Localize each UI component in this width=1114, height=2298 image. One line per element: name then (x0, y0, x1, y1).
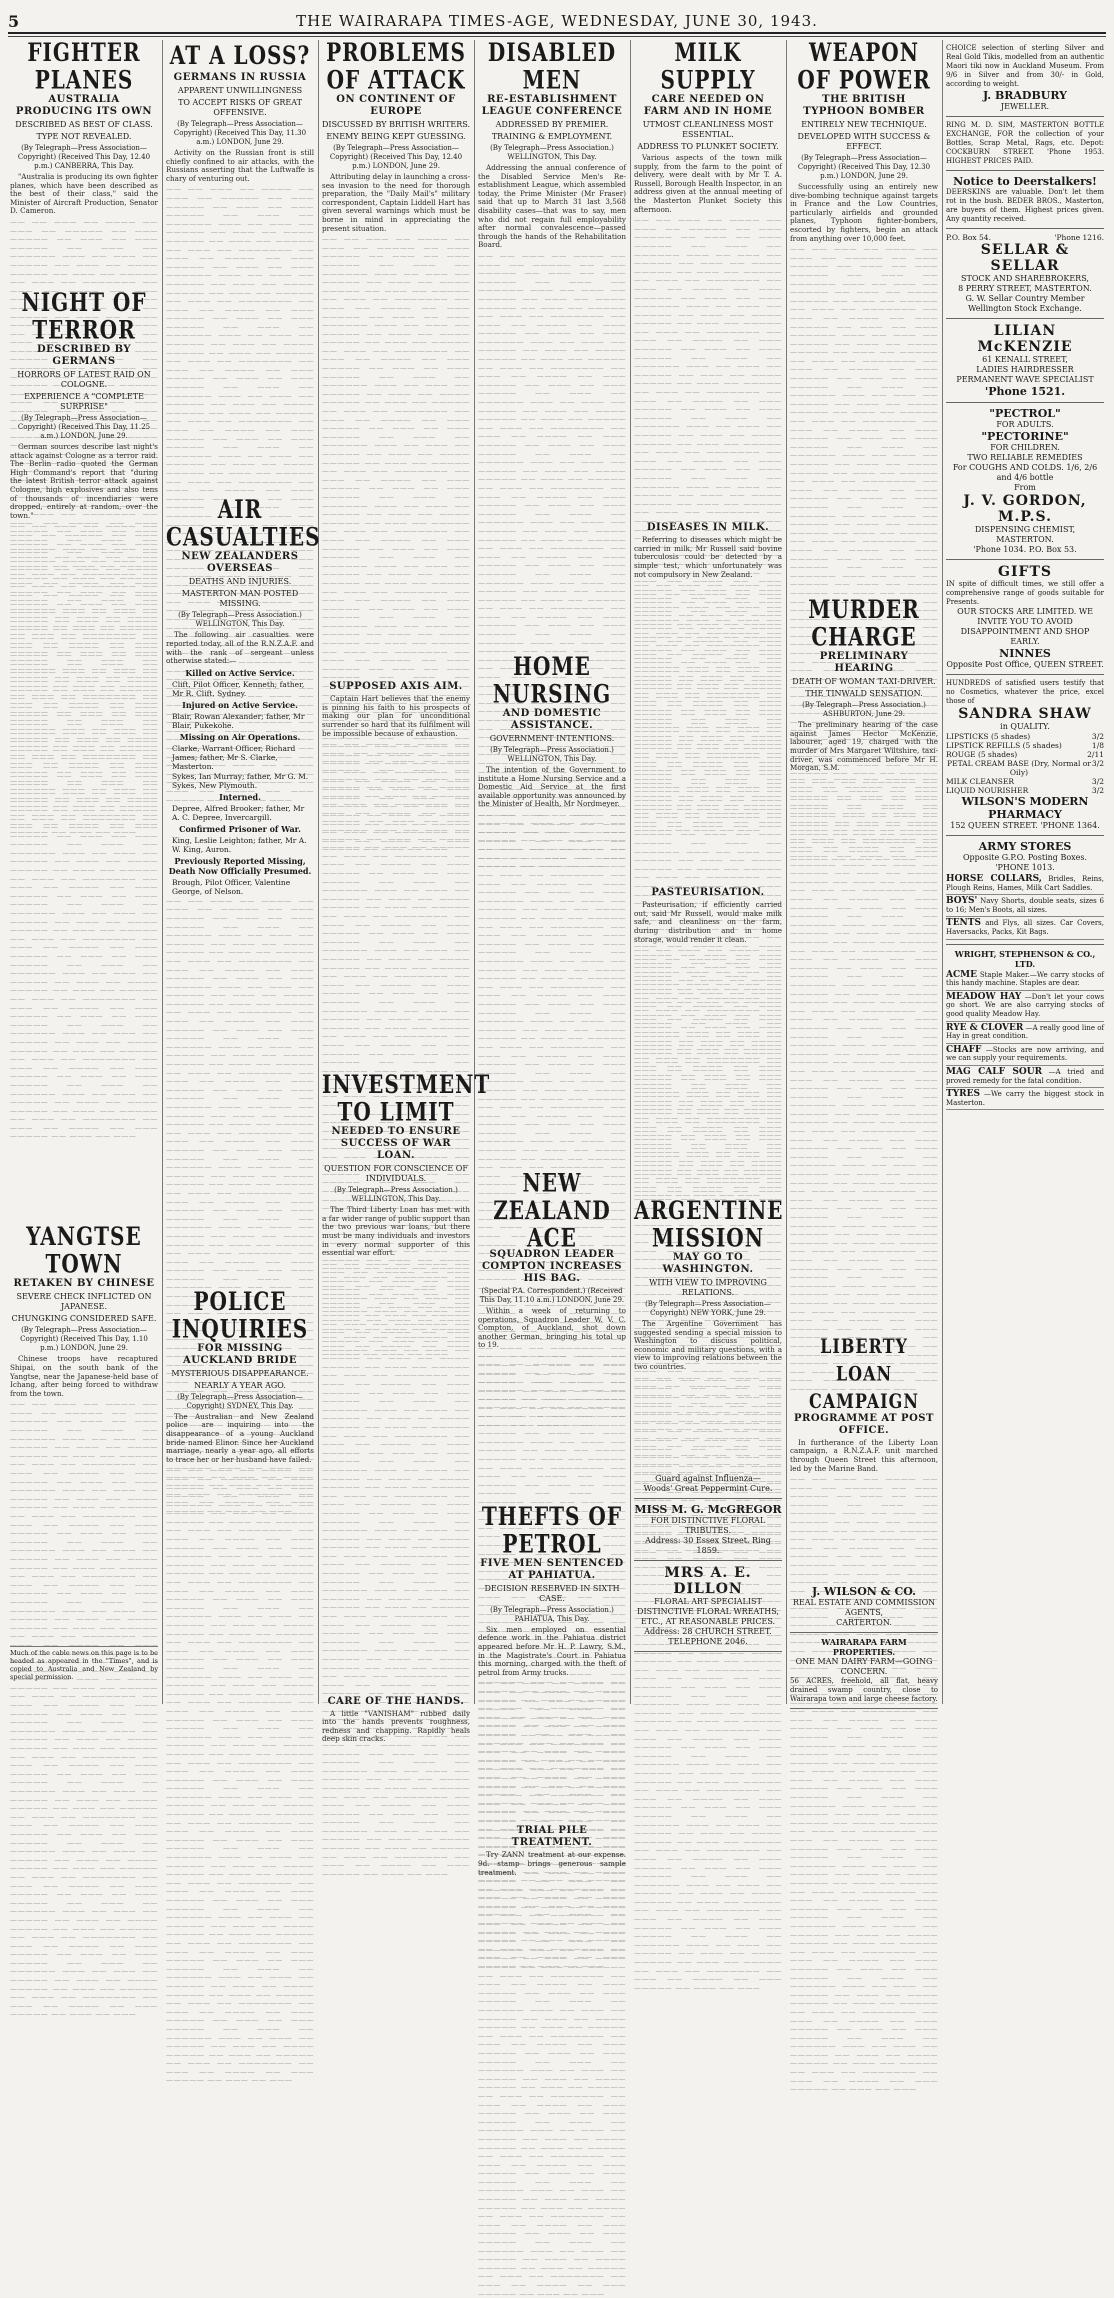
ad-title: J. WILSON & CO. (812, 1585, 916, 1599)
casualty-category: Interned. (219, 791, 261, 802)
column-1 (6, 37, 162, 1704)
casualty-entry: Depree, Alfred Brooker; father, Mr A. C. Depree, Invercargill. (172, 803, 305, 822)
ad-body: IN spite of difficult times, we still offer a comprehensive range of goods suitable for Presents. (946, 580, 1104, 606)
article-body: Addressing the annual conference of the Disabled Service Men's Re-establishment League, which assembled today, the Prime Minister (Mr Fraser) said that up to March 31 last 3,568 disability cases—that was to say, men who did not regain full employability after normal convalescence—passed through the hands of the Rehabilitation Board. (478, 163, 626, 250)
ad-wright-stephenson (946, 945, 1104, 1115)
column-3 (318, 37, 491, 1744)
price-row: MILK CLEANSER 3/2 (946, 777, 1104, 786)
classified-item: MAG CALF SOUR —A tried and proved remedy for the fatal condition. (946, 1066, 1104, 1088)
ad-text: 8 PERRY STREET, MASTERTON. (958, 284, 1092, 293)
casualty-category: Killed on Active Service. (185, 667, 295, 678)
casualty-entry: Brough, Pilot Officer, Valentine George, of Nelson. (172, 877, 291, 896)
ad-text: FOR DISTINCTIVE FLORAL TRIBUTES. (650, 1515, 766, 1535)
dateline: (By Telegraph—Press Association—Copyright) (Received This Day, 11.25 a.m.) LONDON, June 29. (17, 413, 151, 440)
ad-body: HUNDREDS of satisfied users testify that no Cosmetics, whatever the price, excel those of (946, 679, 1104, 705)
deck: TYPE NOT REVEALED. (36, 132, 132, 141)
article-body: In furtherance of the Liberty Loan campaign, a R.N.Z.A.F. unit marched through Queen Street this afternoon, led by the Marine Band. (790, 1437, 938, 1473)
ad-title: MISS M. G. McGREGOR (634, 1502, 782, 1516)
dateline: (By Telegraph—Press Association.) WELLINGTON, This Day. (334, 1186, 458, 1204)
column-6 (786, 37, 942, 1704)
article-body: Pasteurisation, if efficiently carried out, said Mr Russell, would make milk safe, and cleanliness on the farm, during distribution and in home storage, would render it clean. (634, 900, 782, 944)
ad-text: 152 QUEEN STREET. 'PHONE 1364. (950, 821, 1100, 830)
article-text-continued (478, 1679, 626, 1819)
subheadline: CARE NEEDED ON FARM AND IN HOME (643, 94, 773, 117)
ad-text: FLORAL ART SPECIALIST (654, 1596, 762, 1606)
article-text-continued (10, 1400, 158, 1640)
subheadline: GERMANS IN RUSSIA (173, 72, 307, 83)
article-fighter-planes (10, 37, 158, 288)
deck: ENTIRELY NEW TECHNIQUE. (801, 120, 927, 129)
ad-body: DEERSKINS are valuable. Don't let them rot in the bush. BEDER BROS., Masterton, are buyers of them. Highest prices given. Any quantity received. (946, 188, 1104, 223)
ad-sellar (946, 229, 1104, 319)
ad-title: J. BRADBURY (982, 89, 1068, 102)
deck: DISCUSSED BY BRITISH WRITERS. (322, 120, 470, 129)
deck: TRAINING & EMPLOYMENT. (491, 132, 613, 141)
subheadline: AND DOMESTIC ASSISTANCE. (502, 707, 602, 731)
ad-lilian-mckenzie (946, 319, 1104, 403)
column-4 (474, 37, 630, 1877)
ad-body: CHOICE selection of sterling Silver and Real Gold Tikis, modelled from an authentic Maori tiki now in Auckland Museum. From 9/6 in Silver and from 30/- in Gold, according to weight. (946, 44, 1104, 88)
article-body: German sources describe last night's attack against Cologne as a terror raid. The Berlin radio quoted the German High Command's report that "during the latest British terror attack against Cologne, high explosives and also tens of thousands of incendiaries were dropped, entirely at random, over the town." (10, 441, 158, 520)
deck: ADDRESS TO PLUNKET SOCIETY. (637, 142, 779, 151)
casualty-category: Missing on Air Operations. (179, 731, 301, 742)
price-row: LIQUID NOURISHER 3/2 (946, 786, 1104, 795)
deck: DEATHS AND INJURIES. (188, 577, 292, 587)
classified-item: TENTS and Flys, all sizes. Car Covers, Haversacks, Packs, Kit Bags. (946, 917, 1104, 939)
footnote: Much of the cable news on this page is to be headed as appeared in the "Times", and is copied to Australia and New Zealand by special permission. (10, 1646, 158, 1681)
article-body: Captain Hart believes that the enemy is pinning his faith to his prospects of making our plan for unconditional surrender so hard that its fulfilment will be impossible because of exhaustion. (322, 694, 470, 738)
headline: NIGHT OF TERROR (21, 287, 147, 345)
ad-text: REAL ESTATE AND COMMISSION AGENTS, (792, 1598, 936, 1618)
deck: NEARLY A YEAR AGO. (194, 1380, 286, 1390)
deck: THE TINWALD SENSATION. (805, 689, 923, 699)
classified-item: ACME Staple Maker.—We carry stocks of this handy machine. Staples are dear. (946, 969, 1104, 991)
ad-body: RING M. D. SIM, MASTERTON BOTTLE EXCHANGE, FOR the collection of your Bottles, Scrap Metal, Rags, etc. Depot: COCKBURN STREET. 'Phone 1953. HIGHEST PRICES PAID. (946, 121, 1104, 165)
dateline: (By Telegraph—Press Association—Copyright) (Received This Day, 1.10 p.m.) LONDON, June 29. (20, 1326, 148, 1353)
price-row: ROUGE (5 shades) 2/11 (946, 750, 1104, 759)
ad-title: Notice to Deerstalkers! (953, 175, 1097, 188)
column-7 (942, 40, 1108, 1704)
ad-title: WILSON'S MODERN PHARMACY (961, 795, 1089, 821)
subheadline: RETAKEN BY CHINESE (13, 1278, 155, 1290)
ad-heading: CARE OF THE HANDS. (327, 1695, 465, 1707)
ad-text: P.O. Box 54. (946, 233, 991, 242)
subheadline: RE-ESTABLISHMENT LEAGUE CONFERENCE (481, 94, 623, 117)
deck: TO ACCEPT RISKS OF GREAT OFFENSIVE. (178, 98, 302, 117)
article-text-continued (166, 1466, 314, 1716)
dateline: (Special P.A. Correspondent.) (Received This Day, 11.10 a.m.) LONDON, June 29. (479, 1286, 625, 1304)
ad-deerstalkers (946, 171, 1104, 229)
deck: MYSTERIOUS DISAPPEARANCE. (171, 1368, 309, 1378)
ad-text: G. W. Sellar Country Member Wellington Stock Exchange. (965, 294, 1085, 313)
deck: QUESTION FOR CONSCIENCE OF INDIVIDUALS. (324, 1164, 468, 1184)
subheadline: FOR MISSING AUCKLAND BRIDE (183, 1342, 297, 1366)
ad-title: "PECTROL" (989, 407, 1061, 420)
ad-text: JEWELLER. (1000, 102, 1050, 111)
article-body: Successfully using an entirely new dive-bombing technique against targets in France and the Low Countries, particularly airfields and grounded planes, Typhoon fighter-bombers, escorted by fighters, begin an attack from anything over 10,000 feet. (790, 182, 938, 243)
headline: INVESTMENT TO LIMIT (322, 1069, 491, 1127)
headline: AIR CASUALTIES (166, 494, 321, 553)
article-body: Activity on the Russian front is still chiefly confined to air attacks, with the Russians asserting that the Luftwaffe is chary of venturing out. (166, 148, 314, 183)
headline: HOME NURSING (492, 651, 612, 709)
ad-army-stores (946, 836, 1104, 945)
article-body: Within a week of returning to operations, Squadron Leader W. V. C. Compton, of Auckland, shot down another German, bringing his total up to 19. (478, 1305, 626, 1350)
ad-title: ARMY STORES (978, 840, 1072, 853)
article-body: The preliminary hearing of the case against James Hector McKenzie, labourer, aged 19, charged with the murder of Mrs Margaret Wiltshire, taxi-driver, was commenced before Mr H. Morgan, S.M. (790, 720, 938, 773)
article-text-continued (478, 252, 626, 652)
dateline: (By Telegraph—Press Association—Copyright) (Received This Day, 12.30 p.m.) LONDON, June 29. (797, 154, 931, 180)
ad-text: Guard against Influenza— (655, 1473, 761, 1483)
price-row: LIPSTICKS (5 shades) 3/2 (946, 732, 1104, 741)
article-text-continued (634, 1374, 782, 1464)
casualty-category: Injured on Active Service. (182, 699, 298, 710)
casualty-entry: King, Leslie Leighton; father, Mr A. W. King, Auron. (172, 835, 307, 854)
subheadline: NEW ZEALANDERS OVERSEAS (181, 551, 299, 575)
casualty-entry: Blair, Rowan Alexander; father, Mr Blair, Pukekohe. (172, 711, 305, 730)
article-yangtse-town (10, 1221, 158, 1640)
subheadline: FIVE MEN SENTENCED AT PAHIATUA. (480, 1557, 624, 1581)
article-text-continued (634, 581, 782, 881)
ad-title: SELLAR & SELLAR (980, 242, 1070, 274)
article-body: Chinese troops have recaptured Shipai, on the south bank of the Yangtse, near the Japanese-held base of Ichang, after being forced to withdraw from the town. (10, 1354, 158, 1398)
article-problems-of-attack (322, 37, 470, 1070)
headline: MURDER CHARGE (808, 594, 920, 652)
article-body: The Australian and New Zealand police are inquiring into the disappearance of a young Auckland bride named Elinor. Since her Auckland marriage, nearly a year ago, all efforts to trace her or her husband have failed. (166, 1411, 314, 1464)
ad-body: 56 ACRES, freehold, all flat, heavy drained swamp country, close to Wairarapa town and large cheese factory. (790, 1677, 938, 1704)
price-row: PETAL CREAM BASE (Dry, Normal or Oily) 3/2 (947, 759, 1104, 777)
article-text-continued (478, 811, 626, 1171)
deck: SEVERE CHECK INFLICTED ON JAPANESE. (16, 1292, 152, 1312)
ad-title: NINNES (999, 647, 1051, 660)
article-body: Six men employed on essential defence work in the Pahiatua district appeared before Mr H. P. Lawry, S.M., in the Magistrate's Court in Pahiatua this morning, charged with the theft of petrol from Army trucks. (478, 1624, 626, 1677)
dateline: (By Telegraph—Press Association—Copyright) NEW YORK, June 29. (645, 1300, 771, 1318)
ad-text: DISPENSING CHEMIST, MASTERTON. (974, 525, 1076, 544)
ad-text: CARTERTON. (836, 1618, 892, 1628)
ad-text: For COUGHS AND COLDS. 1/6, 2/6 and 4/6 bottle (952, 463, 1098, 482)
headline: DISABLED MEN (487, 37, 617, 95)
ad-text: Woods' Great Peppermint Cure. (643, 1483, 773, 1493)
article-body: "Australia is producing its own fighter planes, which have been described as the best of their class," said the Minister of Aircraft Production, Senator D. Cameron. (10, 172, 158, 216)
column-5 (630, 37, 786, 1704)
ad-text: FOR ADULTS. (996, 420, 1054, 429)
deck: ADDRESSED BY PREMIER. (495, 120, 609, 129)
dateline: (By Telegraph—Press Association.) WELLINGTON, This Day. (490, 745, 614, 763)
article-text-continued (790, 775, 938, 1335)
article-text-continued (166, 897, 314, 1287)
deck: EXPERIENCE A "COMPLETE SURPRISE" (24, 391, 144, 411)
article-body: Referring to diseases which might be carried in milk, Mr Russell said bovine tuberculosis could be detected by a simple test, which unfortunately was not compulsory in New Zealand. (634, 535, 782, 579)
article-text-continued (322, 1260, 470, 1690)
casualty-category: Confirmed Prisoner of War. (179, 823, 301, 834)
headline: THEFTS OF PETROL (481, 1501, 623, 1559)
article-text-continued (166, 185, 314, 495)
dateline: (By Telegraph—Press Association—Copyright) (Received This Day, 11.30 a.m.) LONDON, June 29. (173, 120, 307, 146)
ad-title: "PECTORINE" (981, 430, 1069, 443)
ad-text: ONE MAN DAIRY FARM—GOING CONCERN. (795, 1657, 933, 1677)
article-text-continued (478, 1352, 626, 1502)
dateline: (By Telegraph—Press Association.) PAHIATUA, This Day. (490, 1605, 614, 1623)
ad-body: A little "VANISHAM" rubbed daily into the hands prevents roughness, redness and chapping. Rapidly heals deep skin cracks. (322, 1708, 470, 1744)
classified-item: BOYS' Navy Shorts, double seats, sizes 6 to 16; Men's Boots, all sizes. (946, 895, 1104, 917)
article-body: The Third Liberty Loan has met with a far wider range of public support than the two previous war loans, but there must be many individuals and investors in every normal supporter of this essential war effort. (322, 1205, 470, 1258)
headline: NEW ZEALAND ACE (493, 1167, 611, 1253)
article-text-continued (322, 740, 470, 1070)
price-row: LIPSTICK REFILLS (5 shades) 1/8 (946, 741, 1104, 750)
subheadline: NEEDED TO ENSURE SUCCESS OF WAR LOAN. (331, 1126, 461, 1162)
newspaper-title: THE WAIRARAPA TIMES-AGE, WEDNESDAY, JUNE 30, 1943. (296, 12, 818, 30)
ad-text: in QUALITY. (1000, 722, 1050, 731)
deck: GOVERNMENT INTENTIONS. (489, 733, 615, 743)
article-body: The intention of the Government to institute a Home Nursing Service and a Domestic Aid Service at the first available opportunity was announced by the Minister of Health, Mr Nordmeyer. (478, 764, 626, 809)
article-body: Various aspects of the town milk supply, from the farm to the point of delivery, were dealt with by Mr T. A. Russell, Borough Health Inspector, in an address given at the annual meeting of the Masterton Plunket Society this afternoon. (634, 153, 782, 214)
subheadline: THE BRITISH TYPHOON BOMBER (803, 94, 925, 117)
casualty-entry: Clarke, Warrant Officer, Richard James; father, Mr S. Clarke, Masterton. (172, 743, 296, 771)
ad-text: Opposite Post Office, QUEEN STREET. (946, 660, 1104, 669)
deck: DECISION RESERVED IN SIXTH CASE. (484, 1583, 620, 1603)
headline: LIBERTY LOAN CAMPAIGN (809, 1333, 919, 1413)
ad-text: PERMANENT WAVE SPECIALIST (956, 375, 1094, 384)
subheadline: SQUADRON LEADER COMPTON INCREASES HIS BAG. (481, 1248, 623, 1284)
ad-title: GIFTS (998, 564, 1052, 580)
subheadline: DESCRIBED BY GERMANS (36, 343, 132, 367)
deck: ENEMY BEING KEPT GUESSING. (326, 132, 466, 141)
casualty-entry: Sykes, Ian Murray; father, Mr G. M. Sykes, New Plymouth. (172, 771, 309, 790)
article-at-a-loss (166, 40, 314, 495)
section-heading: PASTEURISATION. (651, 887, 765, 899)
deck: CHUNGKING CONSIDERED SAFE. (11, 1314, 157, 1324)
ad-text: 'Phone 1034. P.O. Box 53. (973, 545, 1077, 554)
subheadline: AUSTRALIA PRODUCING ITS OWN (15, 94, 153, 117)
casualty-category: Previously Reported Missing, Death Now Officially Presumed. (168, 855, 312, 876)
deck: DEATH OF WOMAN TAXI-DRIVER. (792, 677, 936, 687)
headline: ARGENTINE MISSION (634, 1195, 784, 1253)
deck: MASTERTON MAN POSTED MISSING. (181, 589, 299, 609)
article-body: The Argentine Government has suggested sending a special mission to Washington to discuss political, economic and military questions, with a view to improving relations between the two countries. (634, 1319, 782, 1372)
dateline: (By Telegraph—Press Association—Copyright) (Received This Day, 12.40 p.m.) LONDON, June 29. (329, 144, 463, 170)
classified-item: RYE & CLOVER —A really good line of Hay in great condition. (946, 1022, 1104, 1044)
ad-text: 61 KENALL STREET, (982, 355, 1068, 364)
classified-item: TYRES —We carry the biggest stock in Masterton. (946, 1088, 1104, 1110)
deck: WITH VIEW TO IMPROVING RELATIONS. (649, 1278, 767, 1298)
dateline: (By Telegraph—Press Association.) ASHBURTON, June 29. (802, 701, 926, 719)
article-liberty-loan (790, 1333, 938, 1575)
article-text-continued (790, 1475, 938, 1575)
article-text-continued (790, 245, 938, 595)
subheadline: MAY GO TO WASHINGTON. (662, 1252, 754, 1276)
column-2 (162, 40, 321, 1704)
classified-item: HORSE COLLARS, Bridles, Reins, Plough Reins, Hames, Milk Cart Saddles. (946, 873, 1104, 895)
ad-title: MRS A. E. DILLON (664, 1564, 752, 1597)
ad-title: LILIAN McKENZIE (977, 323, 1073, 355)
ad-heading: TRIAL PILE TREATMENT. (511, 1825, 593, 1849)
ad-title: SANDRA SHAW (958, 706, 1092, 722)
ad-sandra-shaw (946, 675, 1104, 836)
ad-text: Opposite G.P.O. Posting Boxes. 'PHONE 1013. (962, 853, 1088, 872)
headline: FIGHTER PLANES (27, 37, 141, 95)
deck: DEVELOPED WITH SUCCESS & EFFECT. (797, 132, 931, 151)
ad-text: 'Phone 1216. (1054, 233, 1104, 242)
section-heading: DISEASES IN MILK. (646, 522, 770, 534)
ad-text: LADIES HAIRDRESSER (976, 365, 1074, 374)
ad-pectrol (946, 403, 1104, 560)
classified-item: MEADOW HAY —Don't let your cows go short. We are also carrying stocks of good quality Meadow Hay. (946, 991, 1104, 1022)
ad-text: 'Phone 1521. (984, 385, 1066, 398)
headline: WEAPON OF POWER (797, 37, 931, 95)
article-milk-supply (634, 37, 782, 1196)
subheadline: PRELIMINARY HEARING (819, 651, 909, 675)
ad-text: DISTINCTIVE FLORAL WREATHS, ETC., AT REASONABLE PRICES. (637, 1606, 779, 1626)
ad-title: WAIRARAPA FARM PROPERTIES. (821, 1637, 907, 1658)
deck: DESCRIBED AS BEST OF CLASS. (15, 120, 153, 129)
ad-text: TWO RELIABLE REMEDIES (967, 453, 1083, 462)
ad-body: Try ZANN treatment at our expense. 9d. stamp brings generous sample treatment. (478, 1850, 626, 1877)
ad-title: WRIGHT, STEPHENSON & CO., LTD. (954, 948, 1096, 969)
subheadline: PROGRAMME AT POST OFFICE. (794, 1412, 934, 1436)
casualty-entry: Clift, Pilot Officer, Kenneth; father, Mr R. Clift, Sydney. (172, 679, 305, 698)
article-text-continued (322, 235, 470, 675)
ad-ninnes-gifts (946, 560, 1104, 675)
article-body: The following air casualties were reported today, all of the R.N.Z.A.F. and with the rank of sergeant unless otherwise stated:— (166, 630, 314, 666)
article-text-continued (634, 946, 782, 1196)
deck: APPARENT UNWILLINGNESS (177, 86, 303, 95)
headline: PROBLEMS OF ATTACK (326, 37, 466, 95)
ad-text: FOR CHILDREN. (990, 443, 1060, 452)
ad-title: J. V. GORDON, M.P.S. (963, 493, 1087, 525)
headline: POLICE INQUIRIES (171, 1286, 309, 1344)
headline: YANGTSE TOWN (26, 1221, 142, 1280)
article-text-continued (634, 216, 782, 516)
ad-text: Address: 28 CHURCH STREET. TELEPHONE 2046. (644, 1626, 772, 1646)
dateline: (By Telegraph—Press Association—Copyright) SYDNEY, This Day. (177, 1392, 303, 1410)
ad-bottle-exchange (946, 117, 1104, 171)
ad-text: Address: 30 Essex Street. Ring 1859. (645, 1535, 771, 1555)
dateline: (By Telegraph—Press Association.) WELLINGTON, This Day. (178, 611, 302, 629)
article-text-continued (10, 522, 158, 1222)
headline: MILK SUPPLY (660, 37, 756, 95)
masthead (8, 6, 1106, 34)
deck: HORRORS OF LATEST RAID ON COLOGNE. (17, 369, 151, 389)
dateline: (By Telegraph—Press Association—Copyright) (Received This Day, 12.40 p.m.) CANBERRA, This Day. (17, 144, 151, 170)
page-number: 5 (8, 12, 20, 31)
deck: UTMOST CLEANLINESS MOST ESSENTIAL. (642, 120, 774, 139)
article-disabled-men (478, 37, 626, 652)
section-heading: SUPPOSED AXIS AIM. (329, 681, 463, 693)
headline: AT A LOSS? (169, 40, 311, 70)
ad-text: OUR STOCKS ARE LIMITED. WE INVITE YOU TO AVOID DISAPPOINTMENT AND SHOP EARLY. (957, 607, 1093, 646)
classified-item: CHAFF —Stocks are now arriving, and we can supply your requirements. (946, 1044, 1104, 1066)
article-weapon-of-power (790, 37, 938, 595)
ad-bradbury (946, 40, 1104, 117)
subheadline: ON CONTINENT OF EUROPE (336, 94, 456, 117)
ad-text: From (1014, 483, 1036, 492)
dateline: (By Telegraph—Press Association.) WELLINGTON, This Day. (490, 144, 614, 161)
article-body: Attributing delay in launching a cross-sea invasion to the need for thorough preparation, the "Daily Mail's" military correspondent, Captain Liddell Hart has given several warnings which must be borne in mind in appreciating the present situation. (322, 172, 470, 233)
ad-text: STOCK AND SHAREBROKERS, (961, 274, 1089, 283)
article-text-continued (10, 218, 158, 288)
